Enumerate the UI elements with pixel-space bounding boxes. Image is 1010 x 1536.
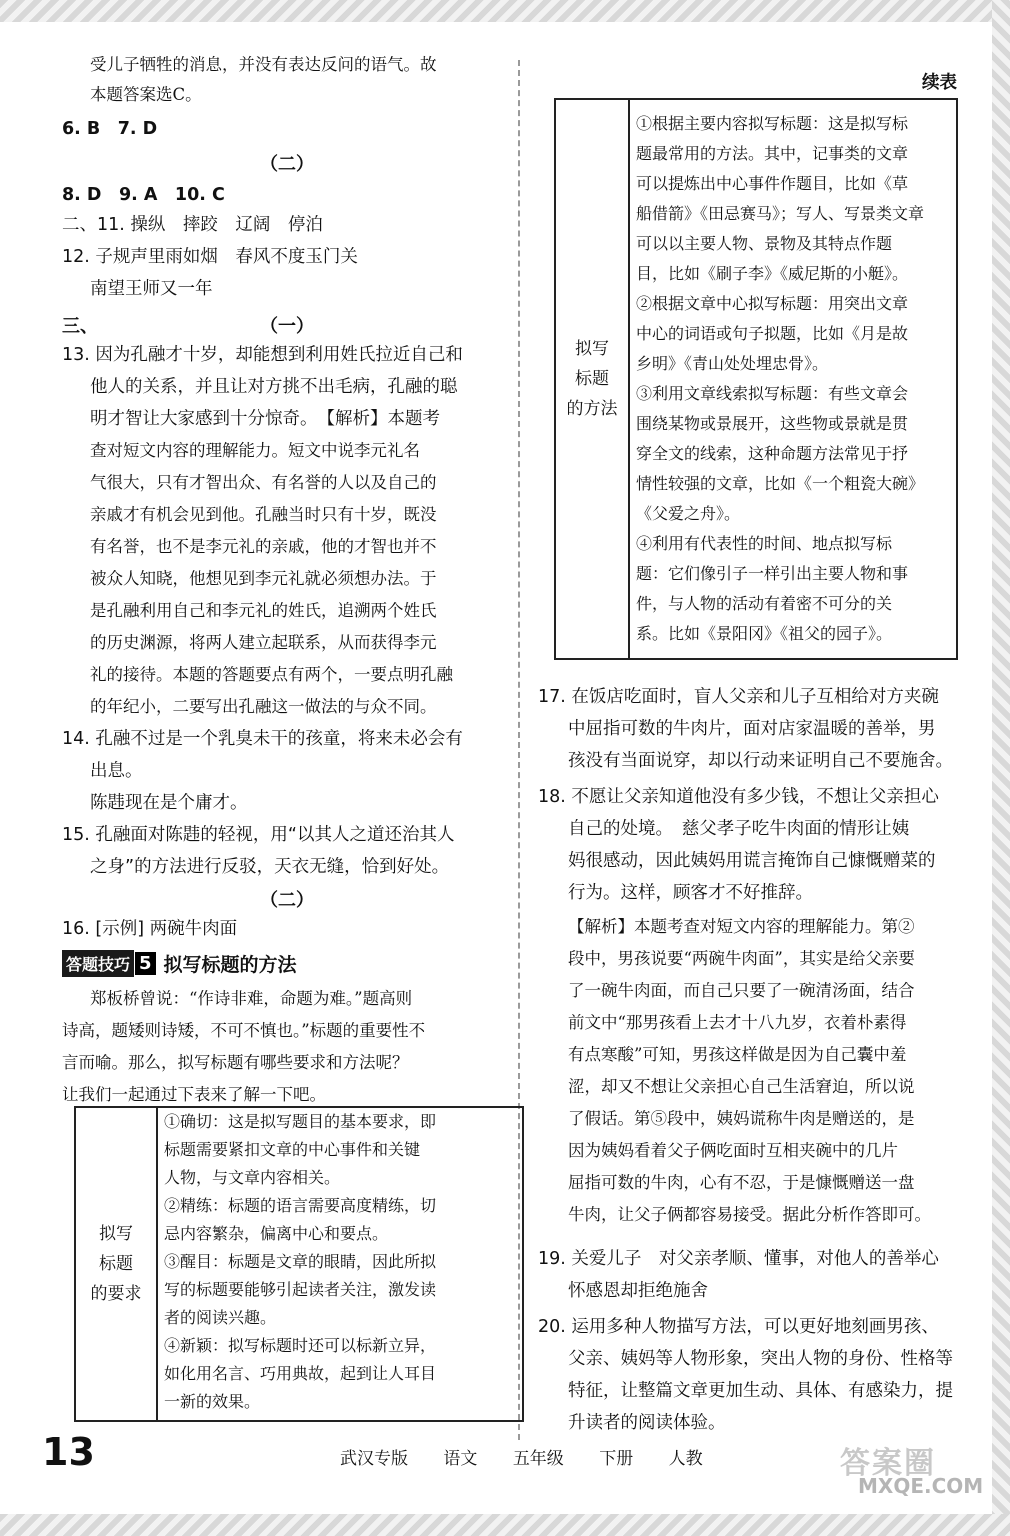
answer-11: 二、11. 操纵 摔跤 辽阔 停泊 (62, 215, 323, 235)
table-line: 情性较强的文章，比如《一个粗瓷大碗》 (636, 474, 925, 493)
answer-20-line: 父亲、姨妈等人物形象，突出人物的身份、性格等 (568, 1349, 953, 1369)
table-line: ③醒目：标题是文章的眼睛，因此所拟 (164, 1252, 437, 1271)
continued-table-label: 续表 (922, 73, 957, 93)
analysis-18-line: 因为姨妈看着父子俩吃面时互相夹碗中的几片 (568, 1141, 898, 1160)
footer-volume: 下册 (599, 1449, 634, 1469)
watermark-logo: 答案圈 (840, 1446, 936, 1481)
answer-12-line2: 南望王师又一年 (90, 279, 213, 299)
text-line: 受儿子牺牲的消息，并没有表达反问的语气。故 (90, 55, 437, 74)
answer-12-line1: 12. 子规声里雨如烟 春风不度玉门关 (62, 247, 358, 267)
methods-content-cell (629, 99, 957, 659)
answer-18-line: 自己的处境。 慈父孝子吃牛肉面的情形让姨 (568, 819, 910, 839)
answer-18-line: 行为。这样，顾客才不好推辞。 (568, 883, 813, 903)
analysis-13-line: 查对短文内容的理解能力。短文中说李元礼名 (90, 441, 420, 460)
table-line: 忌内容繁杂，偏离中心和要点。 (164, 1224, 389, 1243)
analysis-13-line: 亲戚才有机会见到他。孔融当时只有十岁，既没 (90, 505, 437, 524)
section-heading-yi: （一） (260, 316, 314, 337)
answer-18-line: 18. 不愿让父亲知道他没有多少钱，不想让父亲担心 (538, 787, 939, 807)
analysis-13-line: 礼的接待。本题的答题要点有两个，一要点明孔融 (90, 665, 453, 684)
analysis-13-line: 有名誉，也不是李元礼的亲戚，他的才智也并不 (90, 537, 437, 556)
table-line: ④利用有代表性的时间、地点拟写标 (636, 534, 893, 553)
table-line: ①根据主要内容拟写标题：这是拟写标 (636, 114, 909, 133)
table-line: ①确切：这是拟写题目的基本要求，即 (164, 1112, 437, 1131)
table-line: 乡明》《青山处处埋忠骨》。 (636, 354, 829, 373)
table-line: ③利用文章线索拟写标题：有些文章会 (636, 384, 909, 403)
requirements-table (74, 1106, 524, 1422)
table-line: 者的阅读兴趣。 (164, 1308, 277, 1327)
answer-13-line: 13. 因为孔融才十岁，却能想到利用姓氏拉近自己和 (62, 345, 463, 365)
intro-line: 言而喻。那么，拟写标题有哪些要求和方法呢？ (62, 1053, 409, 1072)
analysis-18-line: 前文中“那男孩看上去才十八九岁，衣着朴素得 (568, 1013, 907, 1032)
answer-18-line: 妈很感动，因此姨妈用谎言掩饰自己慷慨赠菜的 (568, 851, 936, 871)
decorative-border-right (992, 0, 1010, 1536)
analysis-18-line: 【解析】本题考查对短文内容的理解能力。第② (568, 917, 915, 936)
table-label: 拟写 (99, 1224, 133, 1244)
table-line: 系。比如《景阳冈》《祖父的园子》。 (636, 624, 893, 643)
answer-14-line: 14. 孔融不过是一个乳臭未干的孩童，将来未必会有 (62, 729, 463, 749)
text-line: 本题答案选C。 (90, 85, 202, 104)
answer-16: 16. [示例] 两碗牛肉面 (62, 919, 238, 939)
analysis-18-line: 段中，男孩说要“两碗牛肉面”，其实是给父亲要 (568, 949, 915, 968)
table-line: 题：它们像引子一样引出主要人物和事 (636, 564, 909, 583)
analysis-18-line: 涩，却又不想让父亲担心自己生活窘迫，所以说 (568, 1077, 915, 1096)
answer-17-line: 中屈指可数的牛肉片，面对店家温暖的善举，男 (568, 719, 936, 739)
tip-title: 拟写标题的方法 (163, 954, 297, 976)
table-line: 标题需要紧扣文章的中心事件和关键 (164, 1140, 421, 1159)
table-line: 件，与人物的活动有着密不可分的关 (636, 594, 893, 613)
answer-14-line: 陈韪现在是个庸才。 (90, 793, 248, 813)
analysis-18-line: 牛肉，让父子俩都容易接受。据此分析作答即可。 (568, 1205, 931, 1224)
answer-19-line: 怀感恩却拒绝施舍 (568, 1281, 708, 1301)
intro-line: 让我们一起通过下表来了解一下吧。 (62, 1085, 326, 1104)
footer-subject: 语文 (443, 1449, 478, 1469)
table-line: 穿全文的线索，这种命题方法常见于抒 (636, 444, 909, 463)
analysis-18-line: 了一碗牛肉面，而自己只要了一碗清汤面，结合 (568, 981, 915, 1000)
answer-15-line: 之身”的方法进行反驳，天衣无缝，恰到好处。 (90, 857, 450, 877)
table-line: ②根据文章中心拟写标题：用突出文章 (636, 294, 909, 313)
footer-edition: 武汉专版 (340, 1449, 408, 1469)
methods-label-cell (555, 99, 629, 659)
analysis-13-line: 的历史渊源，将两人建立起联系，从而获得李元 (90, 633, 437, 652)
tip-tag: 答题技巧 (62, 950, 134, 977)
answer-20-line: 20. 运用多种人物描写方法，可以更好地刻画男孩、 (538, 1317, 939, 1337)
analysis-13-line: 的年纪小，二要写出孔融这一做法的与众不同。 (90, 697, 437, 716)
table-label: 标题 (99, 1254, 133, 1274)
analysis-18-line: 屈指可数的牛肉，心有不忍，于是慷慨赠送一盘 (568, 1173, 915, 1192)
table-line: ④新颖：拟写标题时还可以标新立异， (164, 1336, 437, 1355)
analysis-18-line: 有点寒酸”可知，男孩这样做是因为自己囊中羞 (568, 1045, 907, 1064)
table-line: 围绕某物或景展开，这些物或景就是贯 (636, 414, 909, 433)
table-label: 的方法 (566, 399, 618, 419)
decorative-border-top (0, 0, 1010, 22)
footer-grade: 五年级 (512, 1449, 564, 1469)
section-heading-er-2: （二） (260, 890, 314, 911)
table-line: 题最常用的方法。其中，记事类的文章 (636, 144, 909, 163)
table-line: 可以提炼出中心事件作题目，比如《草 (636, 174, 909, 193)
watermark-url: MXQE.COM (858, 1474, 984, 1498)
section-heading-er: （二） (260, 154, 314, 175)
intro-line: 郑板桥曾说：“作诗非难，命题为难。”题高则 (90, 989, 413, 1008)
answer-17-line: 孩没有当面说穿，却以行动来证明自己不要施舍。 (568, 751, 953, 771)
answer-20-line: 升读者的阅读体验。 (568, 1413, 726, 1433)
requirements-label-cell (75, 1107, 157, 1421)
footer-publisher: 人教 (668, 1449, 703, 1469)
table-line: 人物，与文章内容相关。 (164, 1168, 341, 1187)
book-info-footer (340, 1444, 733, 1469)
table-label: 拟写 (575, 339, 609, 359)
analysis-13-line: 被众人知晓，他想见到李元礼就必须想办法。于 (90, 569, 437, 588)
decorative-border-bottom (0, 1514, 1010, 1536)
tip-badge (62, 950, 297, 977)
methods-table (554, 98, 958, 660)
table-line: 一新的效果。 (164, 1392, 261, 1411)
answer-15-line: 15. 孔融面对陈韪的轻视，用“以其人之道还治其人 (62, 825, 455, 845)
answer-13-line: 他人的关系，并且让对方挑不出毛病，孔融的聪 (90, 377, 458, 397)
table-label: 的要求 (90, 1284, 142, 1304)
table-label: 标题 (575, 369, 609, 389)
answer-14-line: 出息。 (90, 761, 143, 781)
table-line: 船借箭》《田忌赛马》；写人、写景类文章 (636, 204, 925, 223)
analysis-13-line: 是孔融利用自己和李元礼的姓氏，追溯两个姓氏 (90, 601, 437, 620)
answer-13-line: 明才智让大家感到十分惊奇。 【解析】本题考 (90, 409, 440, 429)
intro-line: 诗高，题矮则诗矮，不可不慎也。”标题的重要性不 (62, 1021, 426, 1040)
analysis-18-line: 了假话。第⑤段中，姨妈谎称牛肉是赠送的，是 (568, 1109, 915, 1128)
analysis-13-line: 气很大，只有才智出众、有名誉的人以及自己的 (90, 473, 437, 492)
tip-number: 5 (135, 952, 156, 975)
answer-8-10: 8. D 9. A 10. C (62, 185, 225, 205)
answer-20-line: 特征，让整篇文章更加生动、具体、有感染力，提 (568, 1381, 953, 1401)
page-number: 13 (42, 1430, 95, 1474)
table-line: 中心的词语或句子拟题，比如《月是故 (636, 324, 909, 343)
table-line: 目，比如《刷子李》《威尼斯的小艇》。 (636, 264, 909, 283)
requirements-content-cell (157, 1107, 523, 1421)
table-line: 可以以主要人物、景物及其特点作题 (636, 234, 893, 253)
section-heading-san: 三、 (62, 316, 98, 337)
answer-6-7: 6. B 7. D (62, 119, 158, 139)
answer-17-line: 17. 在饭店吃面时，盲人父亲和儿子互相给对方夹碗 (538, 687, 939, 707)
table-line: 《父爱之舟》。 (636, 504, 741, 523)
table-line: 如化用名言、巧用典故，起到让人耳目 (164, 1364, 437, 1383)
answer-19-line: 19. 关爱儿子 对父亲孝顺、懂事，对他人的善举心 (538, 1249, 939, 1269)
table-line: 写的标题要能够引起读者关注，激发读 (164, 1280, 437, 1299)
table-line: ②精练：标题的语言需要高度精练，切 (164, 1196, 437, 1215)
